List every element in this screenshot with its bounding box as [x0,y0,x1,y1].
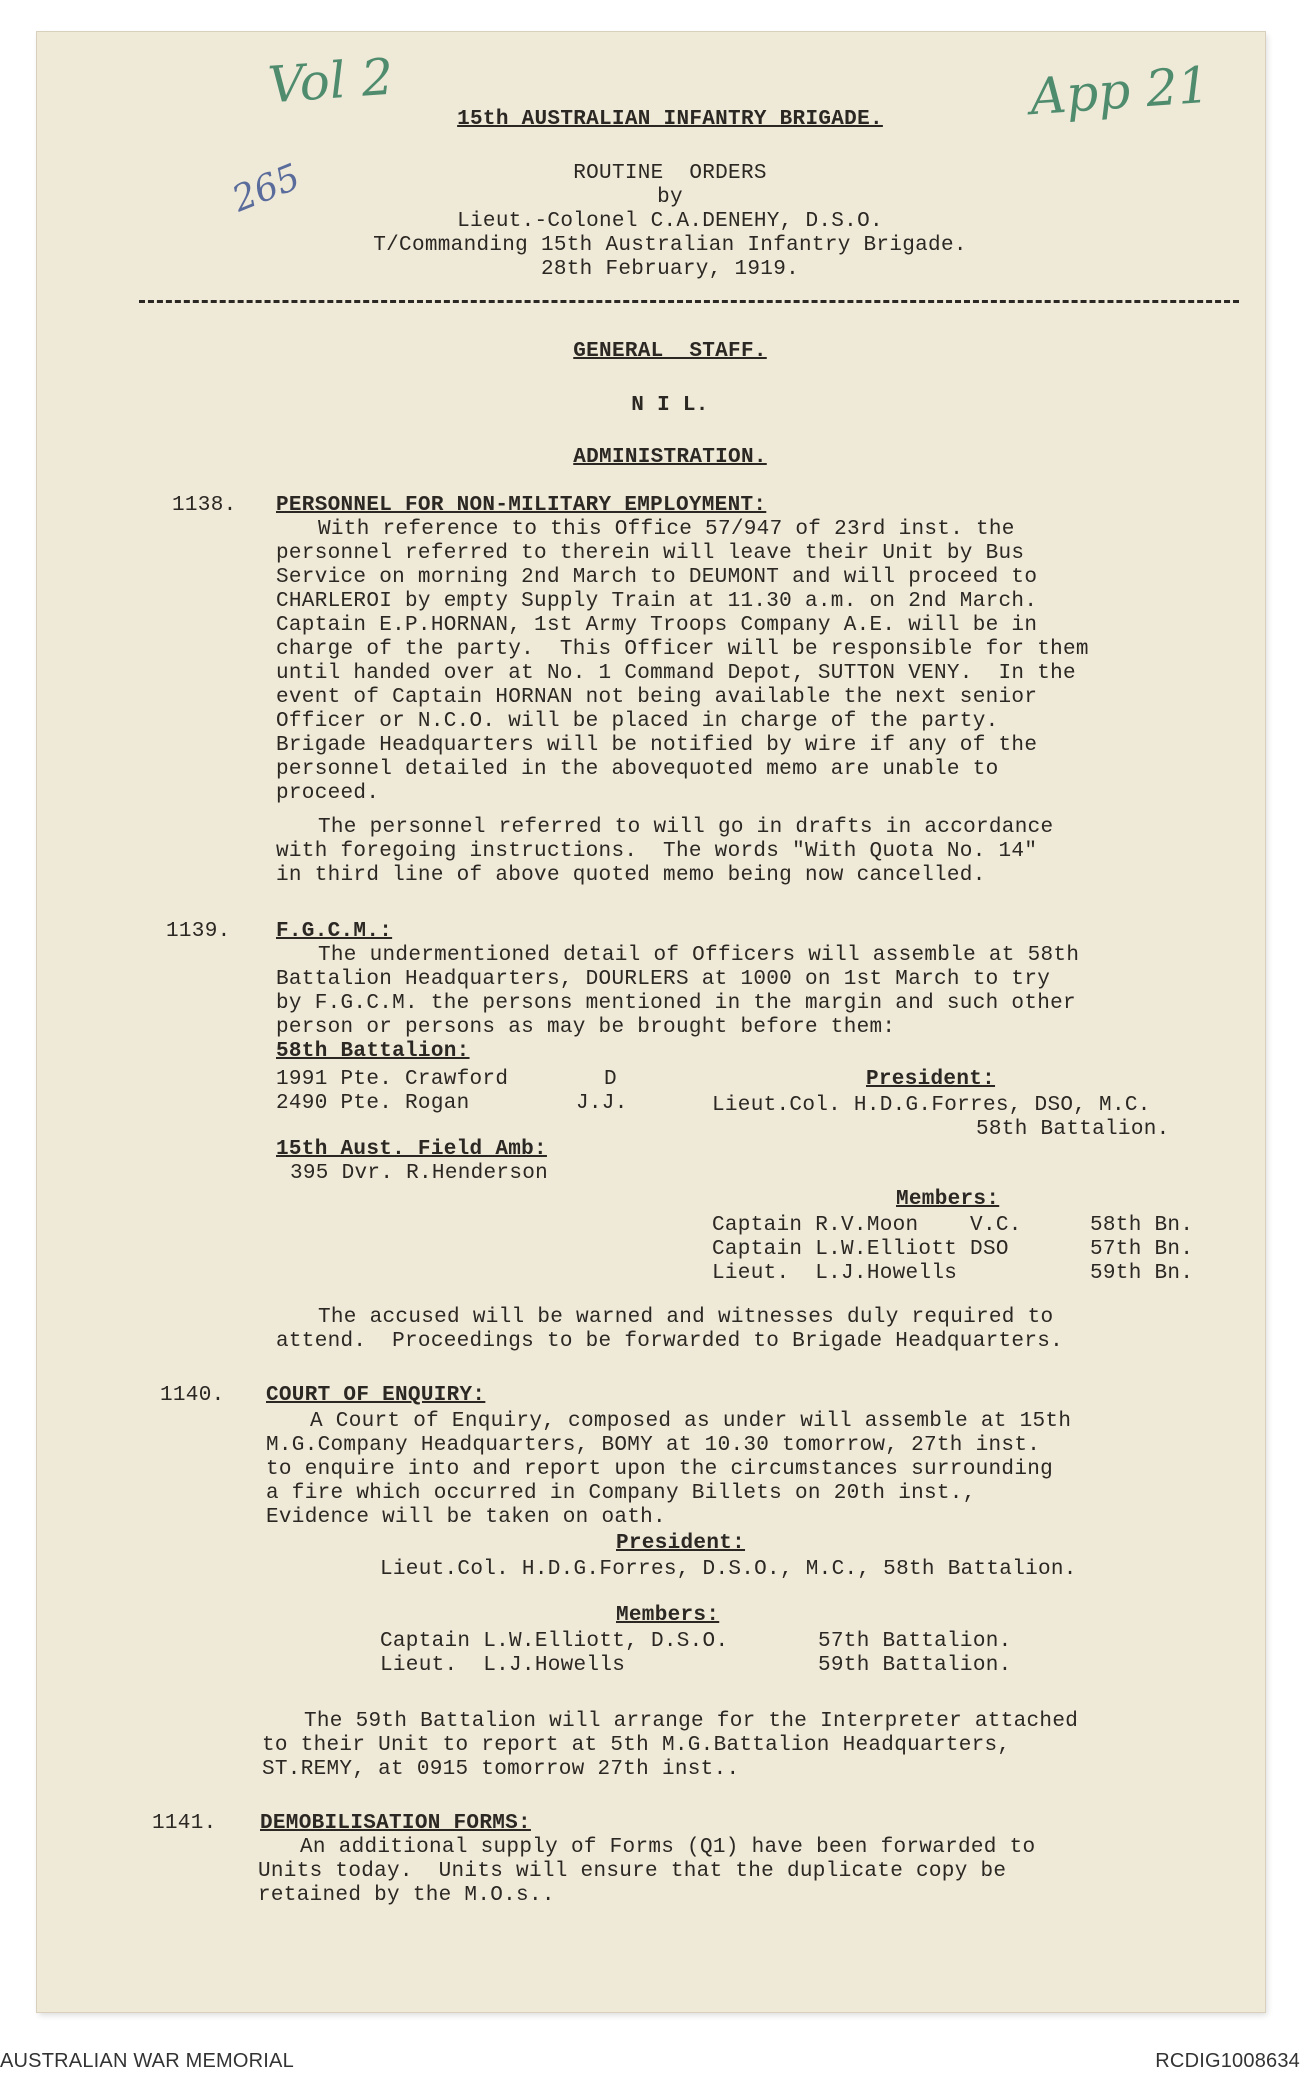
text-line: attend. Proceedings to be forwarded to Brigade Headquarters. [276,1330,1064,1353]
text-line: to enquire into and report upon the circumstances surrounding [266,1458,1054,1481]
text-line: event of Captain HORNAN not being available the next senior [276,686,1038,709]
text-line: until handed over at No. 1 Command Depot, SUTTON VENY. In the [276,662,1076,685]
administration-heading: ADMINISTRATION. [573,446,767,469]
order-title: COURT OF ENQUIRY: [266,1384,486,1407]
text-line: A Court of Enquiry, composed as under will assemble at 15th [310,1410,1072,1433]
text-line: CHARLEROI by empty Supply Train at 11.30 a.m. on 2nd March. [276,590,1038,613]
folio-number: 265 [226,156,306,221]
member-name: Captain L.W.Elliott, D.S.O. [380,1630,729,1653]
text-line: The accused will be warned and witnesses duly required to [318,1306,1054,1329]
text-line: The 59th Battalion will arrange for the Interpreter attached [304,1710,1079,1733]
order-number: 1140. [160,1384,225,1407]
text-line: Battalion Headquarters, DOURLERS at 1000 on 1st March to try [276,968,1051,991]
text-line: proceed. [276,782,380,805]
accused-name: 1991 Pte. Crawford [276,1068,509,1091]
nil-text: N I L. [631,394,709,417]
text-line: With reference to this Office 57/947 of 23rd inst. the [318,518,1015,541]
officer-role: T/Commanding 15th Australian Infantry Brigade. [373,234,967,257]
member-name: Captain R.V.Moon V.C. [712,1214,1022,1237]
text-line: in third line of above quoted memo being now cancelled. [276,864,986,887]
member-name: Lieut. L.J.Howells [380,1654,626,1677]
member-unit: 59th Battalion. [818,1654,1012,1677]
member-unit: 57th Battalion. [818,1630,1012,1653]
text-line: M.G.Company Headquarters, BOMY at 10.30 tomorrow, 27th inst. [266,1434,1041,1457]
members-label: Members: [616,1604,720,1627]
order-title: PERSONNEL FOR NON-MILITARY EMPLOYMENT: [276,494,767,517]
orders-date: 28th February, 1919. [540,258,800,281]
archive-id: RCDIG1008634 [1155,2050,1300,2072]
text-line: Brigade Headquarters will be notified by wire if any of the [276,734,1038,757]
text-line: Officer or N.C.O. will be placed in charge of the party. [276,710,999,733]
general-staff-heading: GENERAL STAFF. [573,340,767,363]
text-line: Evidence will be taken on oath. [266,1506,666,1529]
text-line: An additional supply of Forms (Q1) have been forwarded to [300,1836,1036,1859]
member-name: Lieut. L.J.Howells [712,1262,958,1285]
field-ambulance-label: 15th Aust. Field Amb: [276,1138,547,1161]
text-line: with foregoing instructions. The words "With Quota No. 14" [276,840,1038,863]
president-unit: 58th Battalion. [976,1118,1170,1141]
president-label: President: [866,1068,996,1091]
battalion-label: 58th Battalion: [276,1040,470,1063]
text-line: to their Unit to report at 5th M.G.Battalion Headquarters, [262,1734,1011,1757]
order-number: 1141. [152,1812,217,1835]
volume-annotation: Vol 2 [266,47,396,115]
text-line: by F.G.C.M. the persons mentioned in the margin and such other [276,992,1076,1015]
text-line: personnel referred to therein will leave their Unit by Bus [276,542,1025,565]
order-number: 1139. [166,920,231,943]
archive-credit: AUSTRALIAN WAR MEMORIAL [0,2050,294,2072]
text-line: Units today. Units will ensure that the duplicate copy be [258,1860,1007,1883]
text-line: person or persons as may be brought before them: [276,1016,896,1039]
text-line: The undermentioned detail of Officers will assemble at 58th [318,944,1080,967]
brigade-title: 15th AUSTRALIAN INFANTRY BRIGADE. [457,108,883,131]
orders-title: ROUTINE ORDERS [573,162,767,185]
member-unit: 57th Bn. [1090,1238,1194,1261]
accused-name: 395 Dvr. R.Henderson [290,1162,549,1185]
text-line: Captain E.P.HORNAN, 1st Army Troops Company A.E. will be in [276,614,1038,637]
accused-initial: D [604,1068,617,1091]
commanding-officer: Lieut.-Colonel C.A.DENEHY, D.S.O. [457,210,883,233]
member-unit: 59th Bn. [1090,1262,1194,1285]
text-line: Service on morning 2nd March to DEUMONT and will proceed to [276,566,1038,589]
appendix-annotation: App 21 [1028,55,1212,127]
president-label: President: [616,1532,746,1555]
text-line: a fire which occurred in Company Billets on 20th inst., [266,1482,976,1505]
accused-initial: J.J. [576,1092,628,1115]
members-label: Members: [896,1188,1000,1211]
president-name: Lieut.Col. H.D.G.Forres, DSO, M.C. [712,1094,1151,1117]
orders-by: by [657,186,683,209]
order-number: 1138. [172,494,237,517]
text-line: personnel detailed in the abovequoted memo are unable to [276,758,999,781]
text-line: The personnel referred to will go in drafts in accordance [318,816,1054,839]
text-line: charge of the party. This Officer will be responsible for them [276,638,1089,661]
president-name: Lieut.Col. H.D.G.Forres, D.S.O., M.C., 58th Battalion. [380,1558,1077,1581]
order-title: F.G.C.M.: [276,920,393,943]
member-unit: 58th Bn. [1090,1214,1194,1237]
member-name: Captain L.W.Elliott DSO [712,1238,1009,1261]
header-divider [139,300,1239,303]
order-title: DEMOBILISATION FORMS: [260,1812,531,1835]
accused-name: 2490 Pte. Rogan [276,1092,470,1115]
text-line: retained by the M.O.s.. [258,1884,555,1907]
text-line: ST.REMY, at 0915 tomorrow 27th inst.. [262,1758,740,1781]
